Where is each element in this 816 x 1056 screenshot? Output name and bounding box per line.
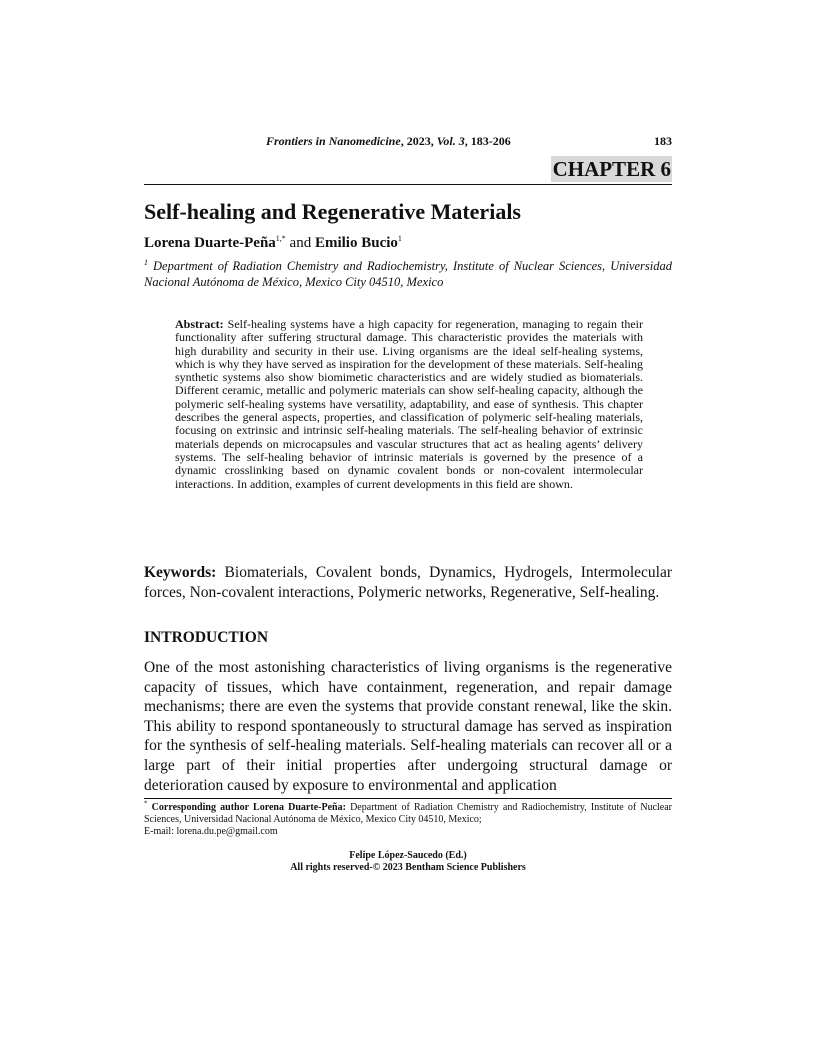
footnote xyxy=(144,799,672,839)
affiliation xyxy=(144,258,672,290)
abstract xyxy=(175,318,643,491)
keywords-text: Biomaterials, Covalent bonds, Dynamics, Hydrogels, Intermolecular forces, Non-covalent interactions, Polymeric networks, Regenerative, Self-healing. xyxy=(144,564,672,601)
chapter-label: CHAPTER 6 xyxy=(552,157,671,181)
journal-pages: , 183-206 xyxy=(464,134,511,148)
footnote-label: Corresponding author Lorena Duarte-Peña: xyxy=(147,802,346,813)
author-superscript: 1 xyxy=(397,234,402,243)
introduction-paragraph: One of the most astonishing characteristics of living organisms is the regenerative capacity of tissues, which have containment, regeneration, and repair damage mechanisms; there are even the systems that provide constant renewal, like the skin. This ability to respond spontaneously to structural damage has served as inspiration for the synthesis of self-healing materials. Self-healing materials can recover all or a large part of their initial properties after undergoing structural damage or deterioration caused by exposure to environmental and application xyxy=(144,659,672,794)
footer-rights: All rights reserved-© 2023 Bentham Science Publishers xyxy=(290,862,526,873)
footnote-marker: * xyxy=(144,799,148,808)
author-name: Emilio Bucio xyxy=(314,235,398,251)
keywords-label: Keywords: xyxy=(144,564,217,581)
author-conjunction: and xyxy=(285,235,315,251)
journal-title: Frontiers in Nanomedicine xyxy=(266,134,401,148)
journal-citation xyxy=(266,134,511,149)
abstract-label: Abstract: xyxy=(175,317,224,331)
section-heading-introduction: INTRODUCTION xyxy=(144,629,269,646)
running-header xyxy=(144,134,672,150)
author-superscript: 1,* xyxy=(275,234,286,243)
footnote-divider xyxy=(144,798,672,799)
affiliation-superscript: 1 xyxy=(144,257,148,267)
footnote-text: Department of Radiation Chemistry and Radiochemistry, Institute of Nuclear Sciences, Universidad Nacional Autónoma de México, Mexico City 04510, Mexico; xyxy=(144,802,672,826)
page-footer xyxy=(144,850,672,874)
footer-editor: Felipe López-Saucedo (Ed.) xyxy=(349,850,467,861)
page-number: 183 xyxy=(654,134,672,148)
affiliation-text: Department of Radiation Chemistry and Radiochemistry, Institute of Nuclear Sciences, Universidad Nacional Autónoma de México, Mexico City 04510, Mexico xyxy=(144,259,672,289)
journal-volume: Vol. 3 xyxy=(436,134,465,148)
chapter-title: Self-healing and Regenerative Materials xyxy=(144,199,521,224)
footnote-email: E-mail: lorena.du.pe@gmail.com xyxy=(144,826,278,838)
journal-year: , 2023, xyxy=(400,134,437,148)
author-line xyxy=(144,235,402,252)
author-name: Lorena Duarte-Peña xyxy=(144,235,276,251)
abstract-text: Self-healing systems have a high capacity for regeneration, managing to regain their functionality after suffering structural damage. This characteristic provides the materials with high durability and security in their use. Living organisms are the ideal self-healing systems, which is why they have served as inspiration for the development of these materials. Self-healing synthetic systems also show biomimetic characteristics and are widely studied as biomaterials. Different ceramic, metallic and polymeric materials can show self-healing capacity, although the polymeric self-healing systems have versatility, adaptability, and ease of synthesis. This chapter describes the general aspects, properties, and classification of polymeric self-healing materials, focusing on extrinsic and intrinsic self-healing materials. The self-healing behavior of extrinsic materials depends on microcapsules and vascular structures that act as healing agents’ delivery systems. The self-healing behavior of intrinsic materials is governed by the presence of a dynamic crosslinking based on dynamic covalent bonds or non-covalent intermolecular interactions. In addition, examples of current developments in this field are shown. xyxy=(175,317,643,491)
keywords xyxy=(144,563,672,602)
chapter-banner xyxy=(144,156,672,185)
